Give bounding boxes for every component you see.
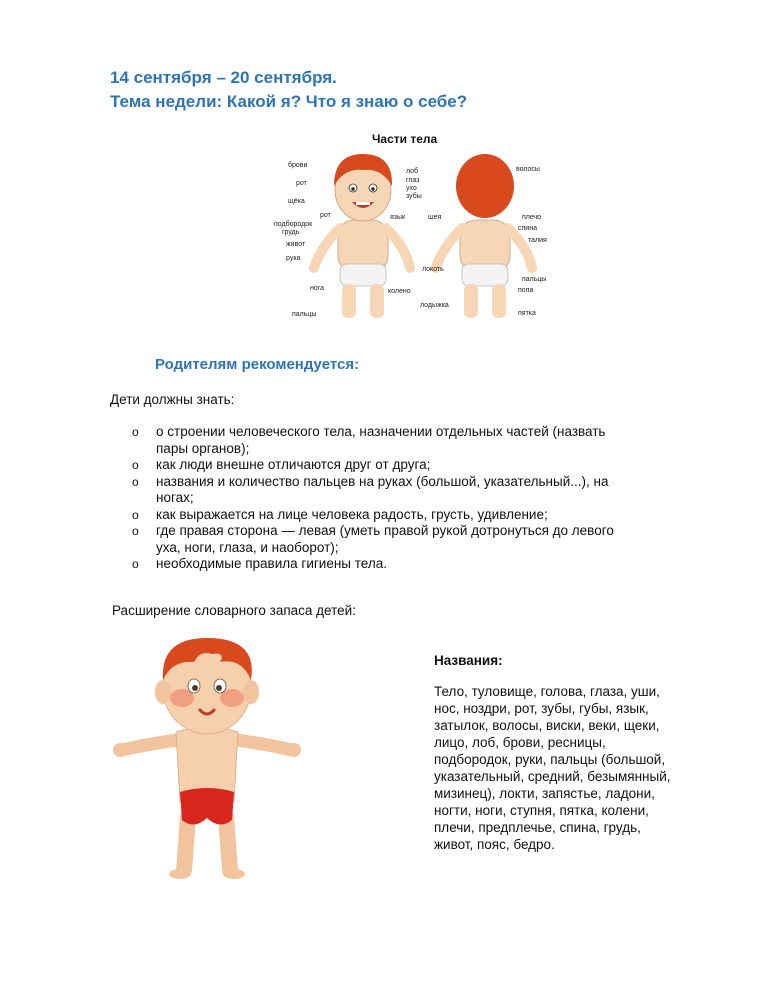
label-leg: нога: [310, 285, 325, 292]
bullet-icon: o: [132, 458, 139, 472]
body-parts-diagram: [260, 128, 560, 328]
label-bottom: попа: [518, 287, 534, 294]
label-forehead: лоб: [406, 168, 419, 175]
label-hand: рука: [286, 255, 301, 262]
label-elbow: локоть: [422, 266, 444, 273]
knowledge-list: [132, 424, 692, 573]
bullet-icon: o: [132, 507, 139, 522]
label-tongue: язык: [390, 214, 406, 221]
boy-illustration: [108, 632, 306, 882]
label-neck: шея: [428, 214, 442, 221]
label-mouth: рот: [296, 180, 307, 187]
label-back: спина: [518, 225, 537, 232]
list-item: o о строении человеческого тела, назначении отдельных частей (назвать пары органов);: [132, 424, 606, 456]
bullet-icon: o: [132, 474, 139, 489]
label-ear: ухо: [406, 185, 417, 192]
list-item: o необходимые правила гигиены тела.: [132, 556, 387, 571]
names-heading: Названия:: [434, 653, 503, 668]
list-item: o названия и количество пальцев на руках (большой, указательный...), на ногах;: [132, 473, 609, 505]
list-item: o как люди внешне отличаются друг от друга;: [132, 457, 431, 472]
page-title: [110, 66, 467, 114]
recommend-heading: Родителям рекомендуется:: [155, 356, 360, 373]
diagram-title: Части тела: [372, 132, 438, 146]
bullet-icon: o: [132, 524, 139, 538]
label-belly: живот: [286, 241, 306, 248]
label-ankle: лодыжка: [420, 302, 449, 309]
label-chin: подбородок: [274, 221, 313, 228]
week-theme: Тема недели: Какой я? Что я знаю о себе?: [110, 92, 468, 111]
label-teeth: зубы: [406, 193, 422, 200]
list-item: o как выражается на лице человека радость, грусть, удивление;: [132, 506, 548, 522]
label-toes-back: пальцы: [522, 276, 547, 283]
label-shoulder: плечо: [522, 214, 542, 221]
date-range: 14 сентября – 20 сентября.: [110, 68, 337, 87]
label-cheek: щёка: [288, 198, 305, 205]
label-brows: брови: [288, 162, 308, 169]
label-eye: глаз: [406, 177, 420, 184]
bullet-icon: o: [132, 557, 139, 571]
bullet-icon: o: [132, 425, 139, 439]
label-heel: пятка: [518, 310, 536, 317]
intro-text: Дети должны знать:: [110, 392, 235, 407]
label-chest: грудь: [282, 229, 300, 236]
label-knee: колено: [388, 288, 411, 295]
label-hair: волосы: [516, 166, 540, 173]
list-item: o где правая сторона — левая (уметь правой рукой дотронуться до левого уха, ноги, глаза, и наоборот);: [132, 523, 614, 555]
vocabulary-heading: Расширение словарного запаса детей:: [112, 603, 356, 618]
label-toes-front: пальцы: [292, 311, 317, 318]
names-text: Тело, туловище, голова, глаза, уши, нос, ноздри, рот, зубы, губы, язык, затылок, волосы, виски, веки, щеки, лицо, лоб, брови, ресницы, подбородок, руки, пальцы (большой, указательный, средний, безымянный, мизинец), локти, запястье, ладони, ногти, ноги, ступня, пятка, колени, плечи, предплечье, спина, грудь, живот, пояс, бедро.: [434, 684, 671, 852]
label-mouth-2: рот: [320, 212, 331, 219]
label-waist: талия: [528, 237, 547, 244]
